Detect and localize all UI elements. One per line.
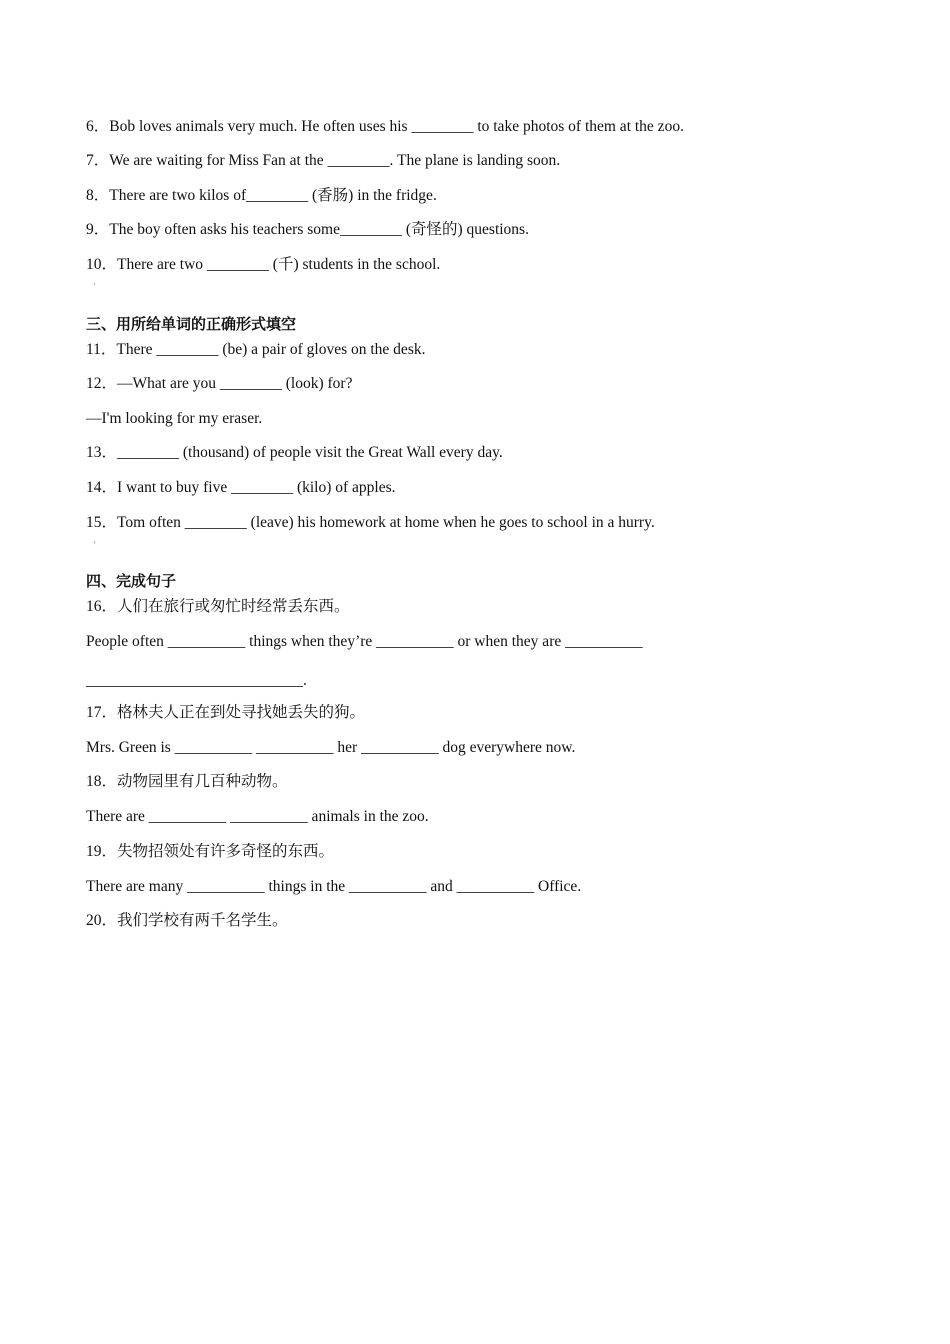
question-20: 20．我们学校有两千名学生。 [86, 912, 288, 929]
question-9: 9．The boy often asks his teachers some________ (奇怪的) questions. [86, 221, 529, 238]
question-16-sentence-cont: ____________________________. [86, 672, 307, 689]
question-6: 6．Bob loves animals very much. He often uses his ________ to take photos of them at the zoo. [86, 118, 684, 135]
question-7: 7．We are waiting for Miss Fan at the ________. The plane is landing soon. [86, 152, 561, 169]
paragraph-mark: ' [94, 540, 96, 549]
question-14: 14．I want to buy five ________ (kilo) of apples. [86, 479, 396, 496]
question-15: 15．Tom often ________ (leave) his homework at home when he goes to school in a hurry. [86, 514, 655, 531]
question-19-sentence: There are many __________ things in the __________ and __________ Office. [86, 878, 582, 895]
question-16: 16．人们在旅行或匆忙时经常丢东西。 [86, 598, 350, 615]
question-18: 18．动物园里有几百种动物。 [86, 773, 288, 790]
question-17: 17．格林夫人正在到处寻找她丢失的狗。 [86, 704, 366, 721]
paragraph-mark: ' [94, 282, 96, 291]
question-12: 12．—What are you ________ (look) for? [86, 375, 353, 392]
question-10: 10．There are two ________ (千) students in the school. [86, 256, 441, 273]
question-8: 8．There are two kilos of________ (香肠) in the fridge. [86, 187, 437, 204]
question-11: 11．There ________ (be) a pair of gloves on the desk. [86, 341, 426, 358]
question-12-answer-line: —I'm looking for my eraser. [86, 410, 263, 427]
question-19: 19．失物招领处有许多奇怪的东西。 [86, 843, 335, 860]
section-3-heading: 三、用所给单词的正确形式填空 [86, 315, 297, 333]
section-4-heading: 四、完成句子 [86, 572, 177, 590]
question-18-sentence: There are __________ __________ animals in the zoo. [86, 808, 429, 825]
question-17-sentence: Mrs. Green is __________ __________ her __________ dog everywhere now. [86, 739, 576, 756]
question-13: 13．________ (thousand) of people visit the Great Wall every day. [86, 444, 503, 461]
question-16-sentence: People often __________ things when they’re __________ or when they are __________ [86, 633, 643, 650]
